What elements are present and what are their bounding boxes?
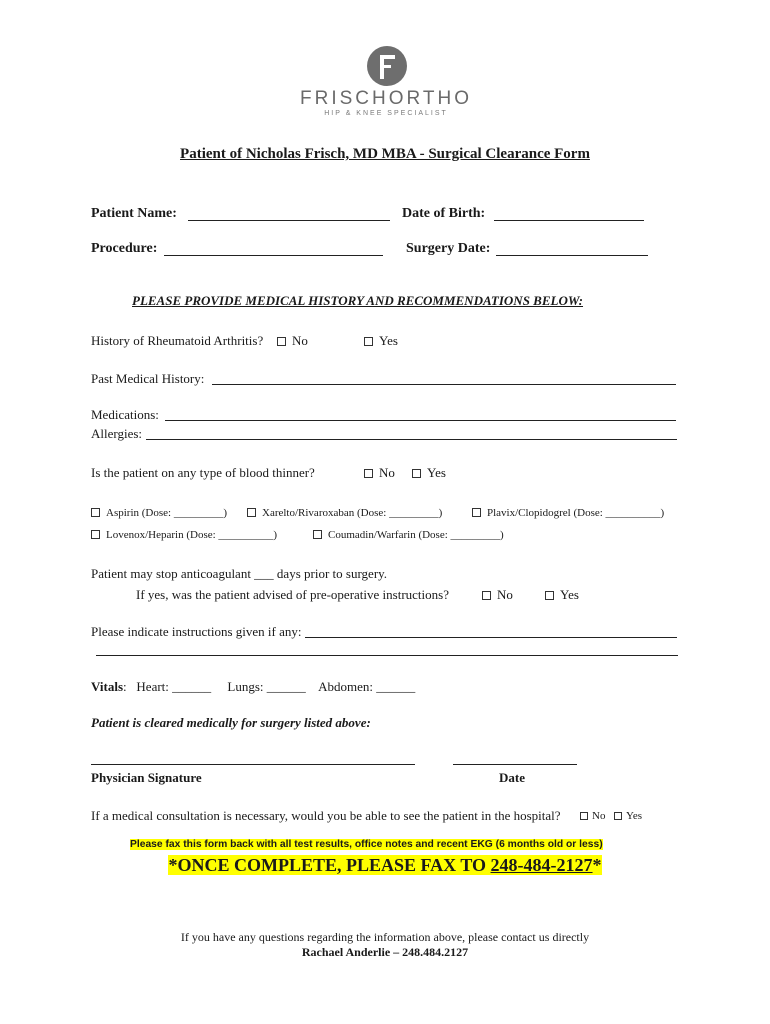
vitals-heart[interactable]: Heart: ______ <box>136 679 212 694</box>
aspirin-checkbox[interactable] <box>91 508 100 517</box>
consult-yes-checkbox[interactable] <box>614 812 622 820</box>
form-title: Patient of Nicholas Frisch, MD MBA - Surgical Clearance Form <box>180 146 590 162</box>
instructions-given-label: Please indicate instructions given if any: <box>91 624 302 639</box>
contact-name-phone: Rachael Anderlie – 248.484.2127 <box>301 945 469 959</box>
vitals-abdomen[interactable]: Abdomen: ______ <box>318 679 416 694</box>
signature-date-field[interactable] <box>453 764 577 765</box>
fax-callout-suffix: * <box>592 855 602 875</box>
past-history-label: Past Medical History: <box>91 371 205 386</box>
blood-thinner-question: Is the patient on any type of blood thinner? <box>91 465 315 480</box>
anticoag-advised-question: If yes, was the patient advised of pre-operative instructions? <box>136 587 449 602</box>
logo-tagline: HIP & KNEE SPECIALIST <box>324 110 448 117</box>
cleared-statement: Patient is cleared medically for surgery listed above: <box>91 715 371 730</box>
surgery-date-label: Surgery Date: <box>406 241 491 256</box>
advised-no-label: No <box>497 587 513 602</box>
xarelto-checkbox[interactable] <box>247 508 256 517</box>
surgery-date-field[interactable] <box>496 255 648 256</box>
ra-yes-label: Yes <box>379 333 398 348</box>
allergies-label: Allergies: <box>91 426 143 441</box>
ra-no-label: No <box>292 333 308 348</box>
fax-note: Please fax this form back with all test results, office notes and recent EKG (6 months old or less) <box>130 839 603 850</box>
xarelto-option[interactable] <box>247 507 442 519</box>
plavix-option[interactable] <box>472 507 664 519</box>
blood-thinner-no-checkbox[interactable] <box>364 469 373 478</box>
plavix-checkbox[interactable] <box>472 508 481 517</box>
instructions-given-field-1[interactable] <box>305 637 677 638</box>
ra-no-checkbox[interactable] <box>277 337 286 346</box>
dob-field[interactable] <box>494 220 644 221</box>
fax-number[interactable]: 248-484-2127 <box>490 855 593 875</box>
fax-callout <box>0 855 770 876</box>
ra-yes-checkbox[interactable] <box>364 337 373 346</box>
medications-label: Medications: <box>91 407 159 422</box>
ra-no-option[interactable] <box>277 333 308 349</box>
blood-thinner-no-label: No <box>379 465 395 480</box>
aspirin-option[interactable] <box>91 507 227 519</box>
fax-callout-prefix: *ONCE COMPLETE, PLEASE FAX TO <box>168 855 491 875</box>
logo-wordmark: FRISCHORTHO <box>300 88 472 109</box>
physician-signature-field[interactable] <box>91 764 415 765</box>
consult-question: If a medical consultation is necessary, would you be able to see the patient in the hospital? <box>91 808 561 823</box>
advised-no-option[interactable] <box>482 587 513 603</box>
consult-no-label: No <box>592 810 606 822</box>
blood-thinner-yes-option[interactable] <box>412 465 446 481</box>
medications-field[interactable] <box>165 420 676 421</box>
blood-thinner-yes-checkbox[interactable] <box>412 469 421 478</box>
advised-no-checkbox[interactable] <box>482 591 491 600</box>
coumadin-label: Coumadin/Warfarin (Dose: _________) <box>328 529 504 541</box>
advised-yes-checkbox[interactable] <box>545 591 554 600</box>
aspirin-label: Aspirin (Dose: _________) <box>106 507 227 519</box>
logo-mark <box>367 46 407 86</box>
consult-no-checkbox[interactable] <box>580 812 588 820</box>
past-history-field[interactable] <box>212 384 676 385</box>
contact-text: If you have any questions regarding the information above, please contact us directly <box>180 930 590 944</box>
vitals-lungs[interactable]: Lungs: ______ <box>227 679 306 694</box>
xarelto-label: Xarelto/Rivaroxaban (Dose: _________) <box>262 507 443 519</box>
logo-f-icon <box>367 46 407 86</box>
ra-question: History of Rheumatoid Arthritis? <box>91 333 264 348</box>
dob-label: Date of Birth: <box>402 206 486 221</box>
advised-yes-option[interactable] <box>545 587 579 603</box>
signature-date-label: Date <box>499 770 525 785</box>
coumadin-checkbox[interactable] <box>313 530 322 539</box>
procedure-field[interactable] <box>164 255 383 256</box>
consult-yes-option[interactable] <box>614 810 642 822</box>
vitals-label: Vitals <box>91 679 124 694</box>
ra-yes-option[interactable] <box>364 333 398 349</box>
procedure-label: Procedure: <box>91 241 158 256</box>
patient-name-field[interactable] <box>188 220 390 221</box>
lovenox-checkbox[interactable] <box>91 530 100 539</box>
blood-thinner-no-option[interactable] <box>364 465 395 481</box>
blood-thinner-yes-label: Yes <box>427 465 446 480</box>
patient-name-label: Patient Name: <box>91 206 177 221</box>
instruction-heading: PLEASE PROVIDE MEDICAL HISTORY AND RECOMMENDATIONS BELOW: <box>132 293 584 308</box>
physician-signature-label: Physician Signature <box>91 770 202 785</box>
consult-yes-label: Yes <box>626 810 643 822</box>
instructions-given-field-2[interactable] <box>96 655 678 656</box>
lovenox-option[interactable] <box>91 529 277 541</box>
lovenox-label: Lovenox/Heparin (Dose: __________) <box>106 529 278 541</box>
vitals-row: Vitals: Heart: ______ Lungs: ______ Abdomen: ______ <box>91 679 416 694</box>
anticoag-stop-text: Patient may stop anticoagulant ___ days prior to surgery. <box>91 566 388 581</box>
plavix-label: Plavix/Clopidogrel (Dose: __________) <box>487 507 665 519</box>
consult-no-option[interactable] <box>580 810 605 822</box>
advised-yes-label: Yes <box>560 587 579 602</box>
coumadin-option[interactable] <box>313 529 504 541</box>
allergies-field[interactable] <box>146 439 677 440</box>
